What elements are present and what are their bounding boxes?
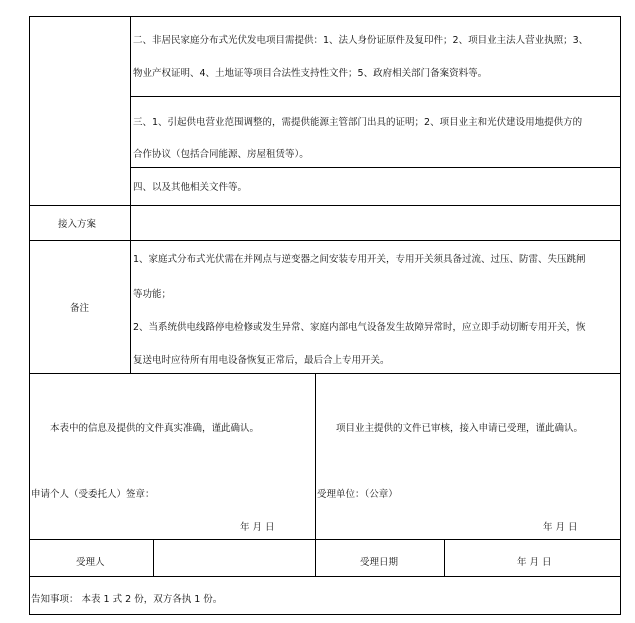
requirement-2-line-2: 物业产权证明、4、土地证等项目合法性支持性文件；5、政府相关部门备案资料等。 [133, 68, 488, 79]
divider [29, 205, 621, 206]
border-left [29, 16, 30, 615]
remarks-line-3: 2、当系统供电线路停电检修或发生异常、家庭内部电气设备发生故障异常时，应立即手动切断专用开关，恢 [133, 322, 586, 333]
requirement-4: 四、以及其他相关文件等。 [133, 182, 248, 193]
requirement-3-line-2: 合作协议（包括合同能源、房屋租赁等）。 [133, 149, 309, 160]
border-bottom [29, 614, 621, 615]
access-plan-label: 接入方案 [58, 219, 97, 230]
handler-label: 受理人 [76, 557, 105, 568]
divider [130, 96, 621, 97]
acceptance-date: 年 月 日 [543, 522, 578, 533]
applicant-date: 年 月 日 [240, 522, 275, 533]
applicant-statement: 本表中的信息及提供的文件真实准确，谨此确认。 [50, 423, 260, 434]
acceptance-signature-label: 受理单位：（公章） [317, 489, 398, 500]
middle-divider [315, 373, 316, 576]
applicant-signature-label: 申请个人（受委托人）签章： [31, 489, 155, 500]
handler-value[interactable] [158, 557, 308, 571]
acceptance-statement: 项目业主提供的文件已审核，接入申请已受理，谨此确认。 [336, 423, 584, 434]
remarks-label: 备注 [70, 303, 90, 314]
requirement-2-line-1: 二、非居民家庭分布式光伏发电项目需提供：1、法人身份证原件及复印件；2、项目业主法人营业执照；3、 [133, 35, 589, 46]
handling-date-label: 受理日期 [360, 557, 399, 568]
divider [29, 373, 621, 374]
divider [29, 539, 621, 540]
handler-date-divider [444, 539, 445, 576]
divider [130, 167, 621, 168]
requirement-3-line-1: 三、1、引起供电营业范围调整的，需提供能源主管部门出具的证明；2、项目业主和光伏建设用地提供方的 [133, 117, 583, 128]
label-column-divider [130, 16, 131, 373]
border-right [620, 16, 621, 615]
access-plan-value[interactable] [135, 219, 615, 233]
divider [29, 576, 621, 577]
remarks-line-1: 1、家庭式分布式光伏需在并网点与逆变器之间安装专用开关，专用开关须具备过流、过压、防雷、失压跳闸 [133, 254, 586, 265]
divider [29, 240, 621, 241]
remarks-line-4: 复送电时应待所有用电设备恢复正常后，最后合上专用开关。 [133, 355, 390, 366]
border-top [29, 16, 621, 17]
handling-date-value: 年 月 日 [517, 557, 552, 568]
notice-text: 告知事项： 本表 1 式 2 份，双方各执 1 份。 [31, 594, 223, 605]
handler-divider [153, 539, 154, 576]
remarks-line-2: 等功能； [133, 289, 172, 300]
